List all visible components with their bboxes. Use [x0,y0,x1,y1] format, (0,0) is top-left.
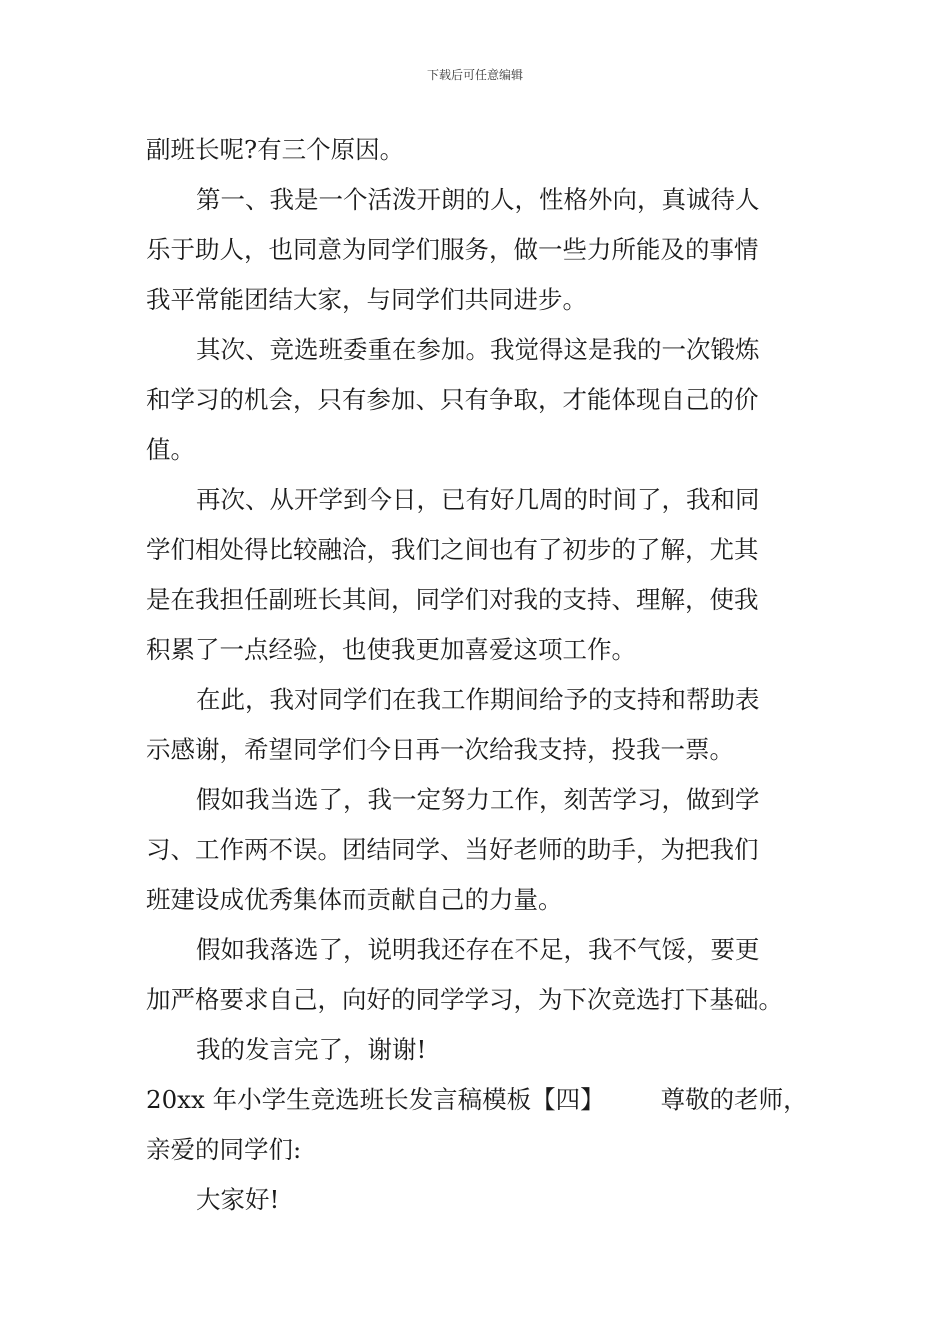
paragraph-line: 值。 [146,435,195,464]
paragraph-line: 乐于助人，也同意为同学们服务，做一些力所能及的事情 [146,235,759,264]
paragraph-line: 其次、竞选班委重在参加。我觉得这是我的一次锻炼 [196,335,760,364]
header-note: 下载后可任意编辑 [426,68,523,82]
paragraph-line: 积累了一点经验，也使我更加喜爱这项工作。 [146,635,636,664]
salutation-end: 亲爱的同学们: [146,1135,302,1164]
section-title-line [146,1085,808,1114]
paragraph-line: 班建设成优秀集体而贡献自己的力量。 [146,885,563,914]
paragraph-line: 示感谢，希望同学们今日再一次给我支持，投我一票。 [146,735,734,764]
paragraph-line: 和学习的机会，只有参加、只有争取，才能体现自己的价 [146,385,759,414]
paragraph-line: 学们相处得比较融洽，我们之间也有了初步的了解，尤其 [146,535,759,564]
paragraph-line: 假如我落选了，说明我还存在不足，我不气馁，要更 [196,935,760,964]
paragraph-line: 再次、从开学到今日，已有好几周的时间了，我和同 [196,485,760,514]
paragraph-line: 副班长呢?有三个原因。 [146,135,405,164]
greeting: 大家好! [196,1185,280,1214]
paragraph-line: 在此，我对同学们在我工作期间给予的支持和帮助表 [196,685,760,714]
paragraph-line: 是在我担任副班长其间，同学们对我的支持、理解，使我 [146,585,759,614]
paragraph-line: 第一、我是一个活泼开朗的人，性格外向，真诚待人 [196,185,760,214]
paragraph-line: 假如我当选了，我一定努力工作，刻苦学习，做到学 [196,785,760,814]
paragraph-line: 习、工作两不误。团结同学、当好老师的助手，为把我们 [146,835,759,864]
paragraph-line: 我平常能团结大家，与同学们共同进步。 [146,285,587,314]
closing-line: 我的发言完了，谢谢! [196,1035,427,1064]
section-title: 20xx 年小学生竞选班长发言稿模板【四】 [146,1085,605,1114]
salutation-start: 尊敬的老师， [660,1085,808,1114]
paragraph-line: 加严格要求自己，向好的同学学习，为下次竞选打下基础。 [146,985,783,1014]
